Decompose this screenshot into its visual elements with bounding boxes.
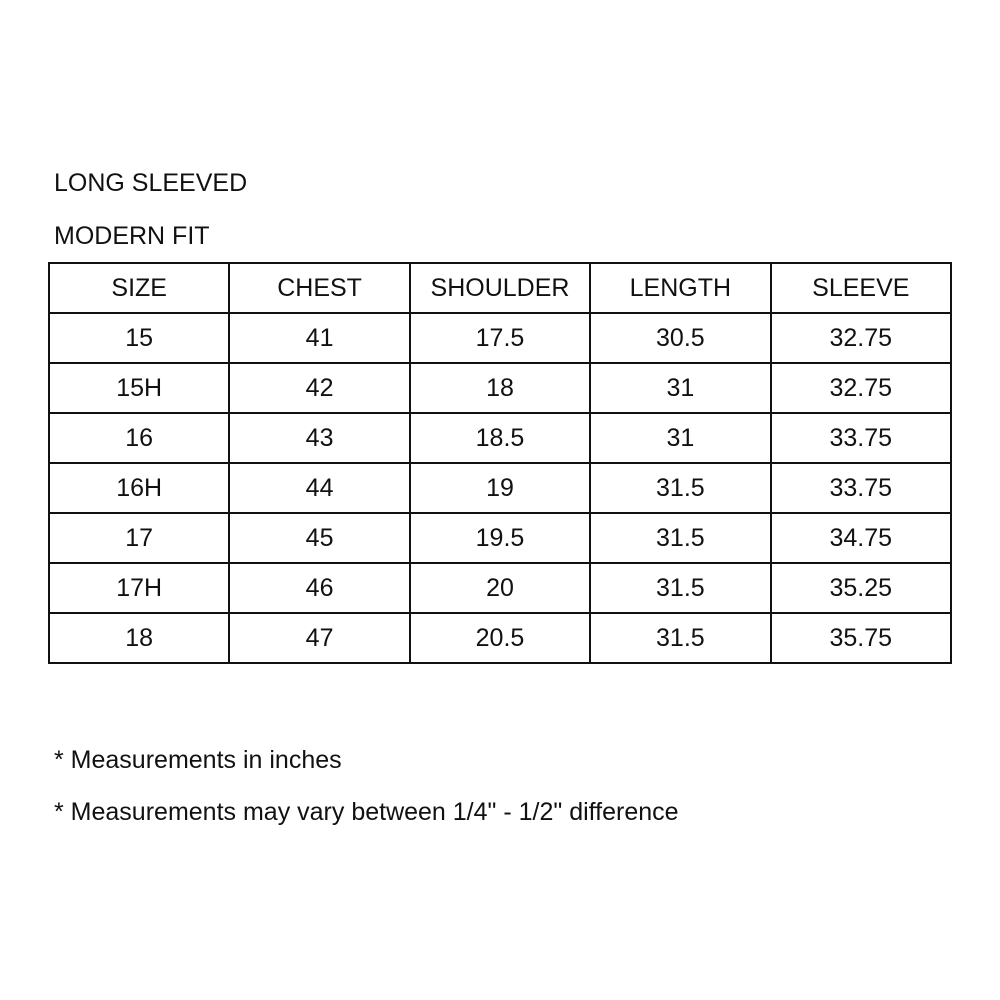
cell-sleeve: 33.75 <box>771 413 951 463</box>
cell-size: 18 <box>49 613 229 663</box>
header-row <box>49 263 951 313</box>
cell-length: 31.5 <box>590 563 770 613</box>
table-row <box>49 313 951 363</box>
cell-chest: 44 <box>229 463 409 513</box>
table-row <box>49 613 951 663</box>
cell-shoulder: 20.5 <box>410 613 590 663</box>
header-sleeve: SLEEVE <box>771 263 951 313</box>
cell-size: 15H <box>49 363 229 413</box>
cell-chest: 42 <box>229 363 409 413</box>
header-size: SIZE <box>49 263 229 313</box>
table-row <box>49 413 951 463</box>
table-row <box>49 463 951 513</box>
cell-length: 31.5 <box>590 463 770 513</box>
cell-shoulder: 20 <box>410 563 590 613</box>
note-units: * Measurements in inches <box>54 746 342 774</box>
cell-sleeve: 33.75 <box>771 463 951 513</box>
cell-shoulder: 17.5 <box>410 313 590 363</box>
cell-chest: 46 <box>229 563 409 613</box>
cell-shoulder: 19 <box>410 463 590 513</box>
chart-title: LONG SLEEVED <box>54 169 248 197</box>
cell-size: 16 <box>49 413 229 463</box>
cell-size: 16H <box>49 463 229 513</box>
cell-chest: 47 <box>229 613 409 663</box>
cell-length: 31.5 <box>590 513 770 563</box>
cell-chest: 45 <box>229 513 409 563</box>
note-variance: * Measurements may vary between 1/4" - 1/2" difference <box>54 798 679 826</box>
table-header <box>49 263 951 313</box>
cell-length: 31 <box>590 363 770 413</box>
chart-subtitle: MODERN FIT <box>54 222 210 250</box>
table-row <box>49 363 951 413</box>
cell-sleeve: 34.75 <box>771 513 951 563</box>
table-body <box>49 313 951 663</box>
cell-chest: 43 <box>229 413 409 463</box>
cell-sleeve: 35.75 <box>771 613 951 663</box>
table-row <box>49 513 951 563</box>
cell-sleeve: 32.75 <box>771 313 951 363</box>
cell-sleeve: 35.25 <box>771 563 951 613</box>
cell-chest: 41 <box>229 313 409 363</box>
table-row <box>49 563 951 613</box>
cell-size: 17 <box>49 513 229 563</box>
cell-length: 31 <box>590 413 770 463</box>
cell-length: 31.5 <box>590 613 770 663</box>
header-shoulder: SHOULDER <box>410 263 590 313</box>
header-length: LENGTH <box>590 263 770 313</box>
cell-sleeve: 32.75 <box>771 363 951 413</box>
cell-shoulder: 18.5 <box>410 413 590 463</box>
cell-size: 17H <box>49 563 229 613</box>
cell-shoulder: 19.5 <box>410 513 590 563</box>
header-chest: CHEST <box>229 263 409 313</box>
cell-length: 30.5 <box>590 313 770 363</box>
size-chart-table <box>48 262 952 664</box>
cell-size: 15 <box>49 313 229 363</box>
cell-shoulder: 18 <box>410 363 590 413</box>
